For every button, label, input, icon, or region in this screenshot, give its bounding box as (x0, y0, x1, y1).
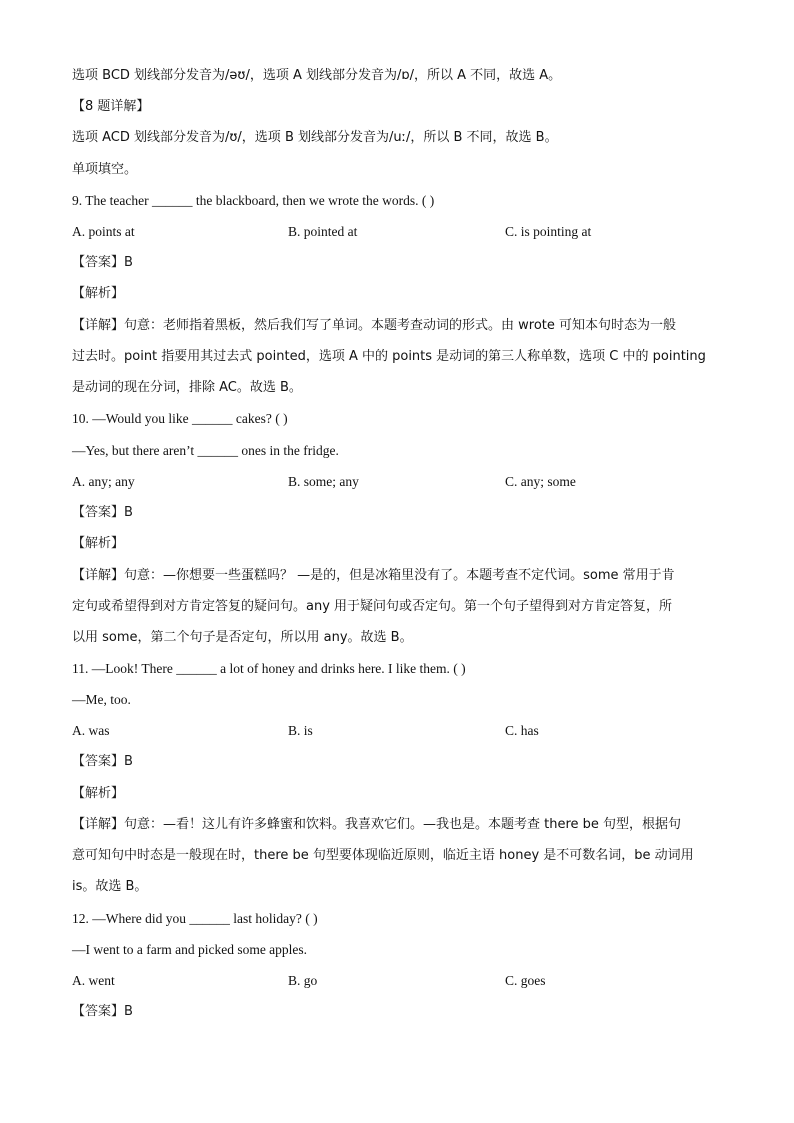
question-11-option-a: A. was (72, 723, 110, 738)
question-12-option-c: C. goes (505, 973, 546, 988)
question-12-text: 12. —Where did you ______ last holiday? ( ) (72, 911, 318, 926)
question-9-analysis-label: 【解析】 (72, 286, 125, 301)
question-10-detail-line: 以用 some，第二个句子是否定句，所以用 any。故选 B。 (72, 630, 413, 645)
question-11-detail-line: is。故选 B。 (72, 879, 148, 894)
question-10-option-c: C. any; some (505, 474, 576, 489)
question-9-text: 9. The teacher ______ the blackboard, then we wrote the words. ( ) (72, 193, 435, 208)
explanation-line: 选项 ACD 划线部分发音为/ʊ/，选项 B 划线部分发音为/uː/，所以 B 不同，故选 B。 (72, 130, 558, 145)
question-10-text-reply: —Yes, but there aren’t ______ ones in the fridge. (72, 443, 339, 458)
question-9-answer: 【答案】B (72, 255, 133, 270)
question-11-option-b: B. is (288, 723, 313, 738)
question-11-text: 11. —Look! There ______ a lot of honey and drinks here. I like them. ( ) (72, 661, 466, 676)
question-11-analysis-label: 【解析】 (72, 786, 125, 801)
question-10-option-a: A. any; any (72, 474, 135, 489)
question-11-detail-line: 意可知句中时态是一般现在时，there be 句型要体现临近原则，临近主语 honey 是不可数名词，be 动词用 (72, 848, 694, 863)
question-11-text-reply: —Me, too. (72, 692, 131, 707)
question-10-detail-line: 【详解】句意：—你想要一些蛋糕吗？ —是的，但是冰箱里没有了。本题考查不定代词。some 常用于肯 (72, 568, 675, 583)
question-12-text-reply: —I went to a farm and picked some apples. (72, 942, 308, 957)
question-11-detail-line: 【详解】句意：—看！这儿有许多蜂蜜和饮料。我喜欢它们。—我也是。本题考查 there be 句型，根据句 (72, 817, 682, 832)
question-9-detail-line: 过去时。point 指要用其过去式 pointed，选项 A 中的 points 是动词的第三人称单数，选项 C 中的 pointing (72, 349, 706, 364)
question-9-option-b: B. pointed at (288, 224, 358, 239)
question-11-answer: 【答案】B (72, 754, 133, 769)
explanation-line: 选项 BCD 划线部分发音为/əʊ/，选项 A 划线部分发音为/ɒ/，所以 A 不同，故选 A。 (72, 68, 562, 83)
question-11-option-c: C. has (505, 723, 539, 738)
question-10-detail-line: 定句或希望得到对方肯定答复的疑问句。any 用于疑问句或否定句。第一个句子望得到对方肯定答复，所 (72, 599, 673, 614)
question-12-option-b: B. go (288, 973, 318, 988)
question-10-option-b: B. some; any (288, 474, 359, 489)
question-10-analysis-label: 【解析】 (72, 536, 125, 551)
question-9-option-c: C. is pointing at (505, 224, 592, 239)
section-heading: 单项填空。 (72, 162, 138, 177)
question-9-option-a: A. points at (72, 224, 135, 239)
question-9-detail-line: 【详解】句意：老师指着黑板，然后我们写了单词。本题考查动词的形式。由 wrote 可知本句时态为一般 (72, 318, 677, 333)
question-9-detail-line: 是动词的现在分词，排除 AC。故选 B。 (72, 380, 302, 395)
question-12-option-a: A. went (72, 973, 115, 988)
question-10-answer: 【答案】B (72, 505, 133, 520)
question-12-answer: 【答案】B (72, 1004, 133, 1019)
question-10-text: 10. —Would you like ______ cakes? ( ) (72, 411, 288, 426)
question-8-detail-heading: 【8 题详解】 (72, 99, 150, 114)
